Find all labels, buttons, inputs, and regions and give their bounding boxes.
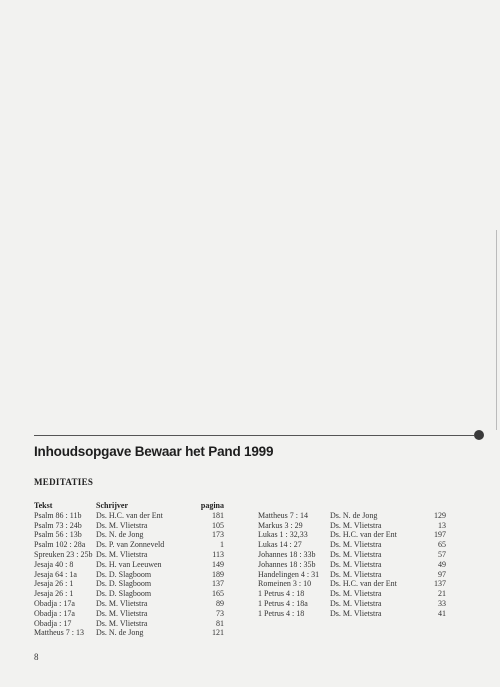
row-text: Johannes 18 : 35b [258, 559, 316, 569]
row-text: Obadja : 17a [34, 608, 75, 618]
table-row [258, 511, 458, 521]
row-text: Mattheus 7 : 13 [34, 628, 84, 638]
row-author: Ds. M. Vlietstra [96, 608, 148, 618]
table-row [258, 570, 458, 580]
header-text: Tekst [34, 501, 53, 510]
row-text: Psalm 56 : 13b [34, 530, 82, 540]
table-row [258, 540, 458, 550]
row-text: Psalm 73 : 24b [34, 520, 82, 530]
table-row [34, 579, 234, 589]
row-author: Ds. N. de Jong [96, 530, 144, 540]
row-author: Ds. M. Vlietstra [330, 559, 382, 569]
row-text: Jesaja 26 : 1 [34, 589, 74, 599]
row-author: Ds. M. Vlietstra [96, 549, 148, 559]
header-author: Schrijver [96, 501, 128, 510]
row-text: Spreuken 23 : 25b [34, 549, 93, 559]
page-edge-shadow [496, 230, 497, 430]
row-author: Ds. M. Vlietstra [330, 589, 382, 599]
table-row [34, 521, 234, 531]
row-text: Jesaja 64 : 1a [34, 569, 77, 579]
row-author: Ds. D. Slagboom [96, 589, 152, 599]
table-row [34, 530, 234, 540]
page-title: Inhoudsopgave Bewaar het Pand 1999 [34, 444, 274, 459]
row-author: Ds. M. Vlietstra [330, 549, 382, 559]
row-author: Ds. H. van Leeuwen [96, 559, 162, 569]
row-page: 97 [438, 569, 446, 579]
table-row [34, 511, 234, 521]
title-rule [34, 435, 474, 436]
table-row [34, 540, 234, 550]
row-author: Ds. P. van Zonneveld [96, 540, 165, 550]
row-author: Ds. D. Slagboom [96, 579, 152, 589]
row-text: Psalm 102 : 28a [34, 540, 86, 550]
table-row [34, 560, 234, 570]
row-page: 181 [212, 510, 224, 520]
left-table-body [34, 511, 234, 638]
row-page: 65 [438, 540, 446, 550]
rule-end-dot [474, 430, 484, 440]
table-row [258, 521, 458, 531]
row-page: 189 [212, 569, 224, 579]
row-author: Ds. D. Slagboom [96, 569, 152, 579]
row-page: 49 [438, 559, 446, 569]
table-header [34, 501, 234, 511]
table-row [34, 599, 234, 609]
row-author: Ds. M. Vlietstra [330, 520, 382, 530]
row-text: Obadja : 17 [34, 618, 72, 628]
row-text: Psalm 86 : 11b [34, 510, 82, 520]
row-author: Ds. M. Vlietstra [96, 520, 148, 530]
row-page: 165 [212, 589, 224, 599]
row-page: 149 [212, 559, 224, 569]
table-row [34, 570, 234, 580]
row-page: 121 [212, 628, 224, 638]
row-author: Ds. H.C. van der Ent [96, 510, 163, 520]
row-text: Mattheus 7 : 14 [258, 510, 308, 520]
row-author: Ds. N. de Jong [330, 510, 378, 520]
row-author: Ds. M. Vlietstra [330, 608, 382, 618]
row-author: Ds. H.C. van der Ent [330, 579, 397, 589]
header-page: pagina [200, 501, 224, 510]
row-page: 21 [438, 589, 446, 599]
table-row [258, 530, 458, 540]
left-table [34, 501, 234, 638]
row-text: 1 Petrus 4 : 18 [258, 608, 305, 618]
row-page: 173 [212, 530, 224, 540]
right-table [258, 511, 458, 619]
row-text: Romeinen 3 : 10 [258, 579, 312, 589]
row-page: 33 [438, 598, 446, 608]
table-row [34, 628, 234, 638]
row-page: 89 [216, 598, 224, 608]
row-page: 73 [216, 608, 224, 618]
row-page: 57 [438, 549, 446, 559]
row-text: Markus 3 : 29 [258, 520, 303, 530]
table-row [258, 589, 458, 599]
table-row [258, 579, 458, 589]
row-page: 13 [438, 520, 446, 530]
table-row [258, 560, 458, 570]
row-page: 137 [212, 579, 224, 589]
row-author: Ds. M. Vlietstra [330, 540, 382, 550]
row-text: 1 Petrus 4 : 18 [258, 589, 305, 599]
row-text: Obadja : 17a [34, 598, 75, 608]
row-page: 105 [212, 520, 224, 530]
row-page: 129 [434, 510, 446, 520]
row-author: Ds. M. Vlietstra [330, 569, 382, 579]
page-number: 8 [34, 652, 39, 662]
row-page: 113 [212, 549, 224, 559]
section-heading: MEDITATIES [34, 477, 94, 487]
table-row [258, 599, 458, 609]
table-row [258, 609, 458, 619]
table-row [34, 609, 234, 619]
table-row [258, 550, 458, 560]
row-text: Jesaja 26 : 1 [34, 579, 74, 589]
table-row [34, 619, 234, 629]
row-text: Johannes 18 : 33b [258, 549, 316, 559]
table-row [34, 589, 234, 599]
row-page: 197 [434, 530, 446, 540]
row-page: 137 [434, 579, 446, 589]
row-author: Ds. M. Vlietstra [330, 598, 382, 608]
row-text: Lukas 14 : 27 [258, 540, 302, 550]
row-page: 41 [438, 608, 446, 618]
row-text: Lukas 1 : 32,33 [258, 530, 308, 540]
row-author: Ds. M. Vlietstra [96, 598, 148, 608]
row-text: Jesaja 40 : 8 [34, 559, 74, 569]
row-author: Ds. M. Vlietstra [96, 618, 148, 628]
row-page: 1 [220, 540, 224, 550]
table-row [34, 550, 234, 560]
right-table-body [258, 511, 458, 619]
row-text: Handelingen 4 : 31 [258, 569, 320, 579]
row-author: Ds. N. de Jong [96, 628, 144, 638]
row-author: Ds. H.C. van der Ent [330, 530, 397, 540]
row-text: 1 Petrus 4 : 18a [258, 598, 308, 608]
row-page: 81 [216, 618, 224, 628]
